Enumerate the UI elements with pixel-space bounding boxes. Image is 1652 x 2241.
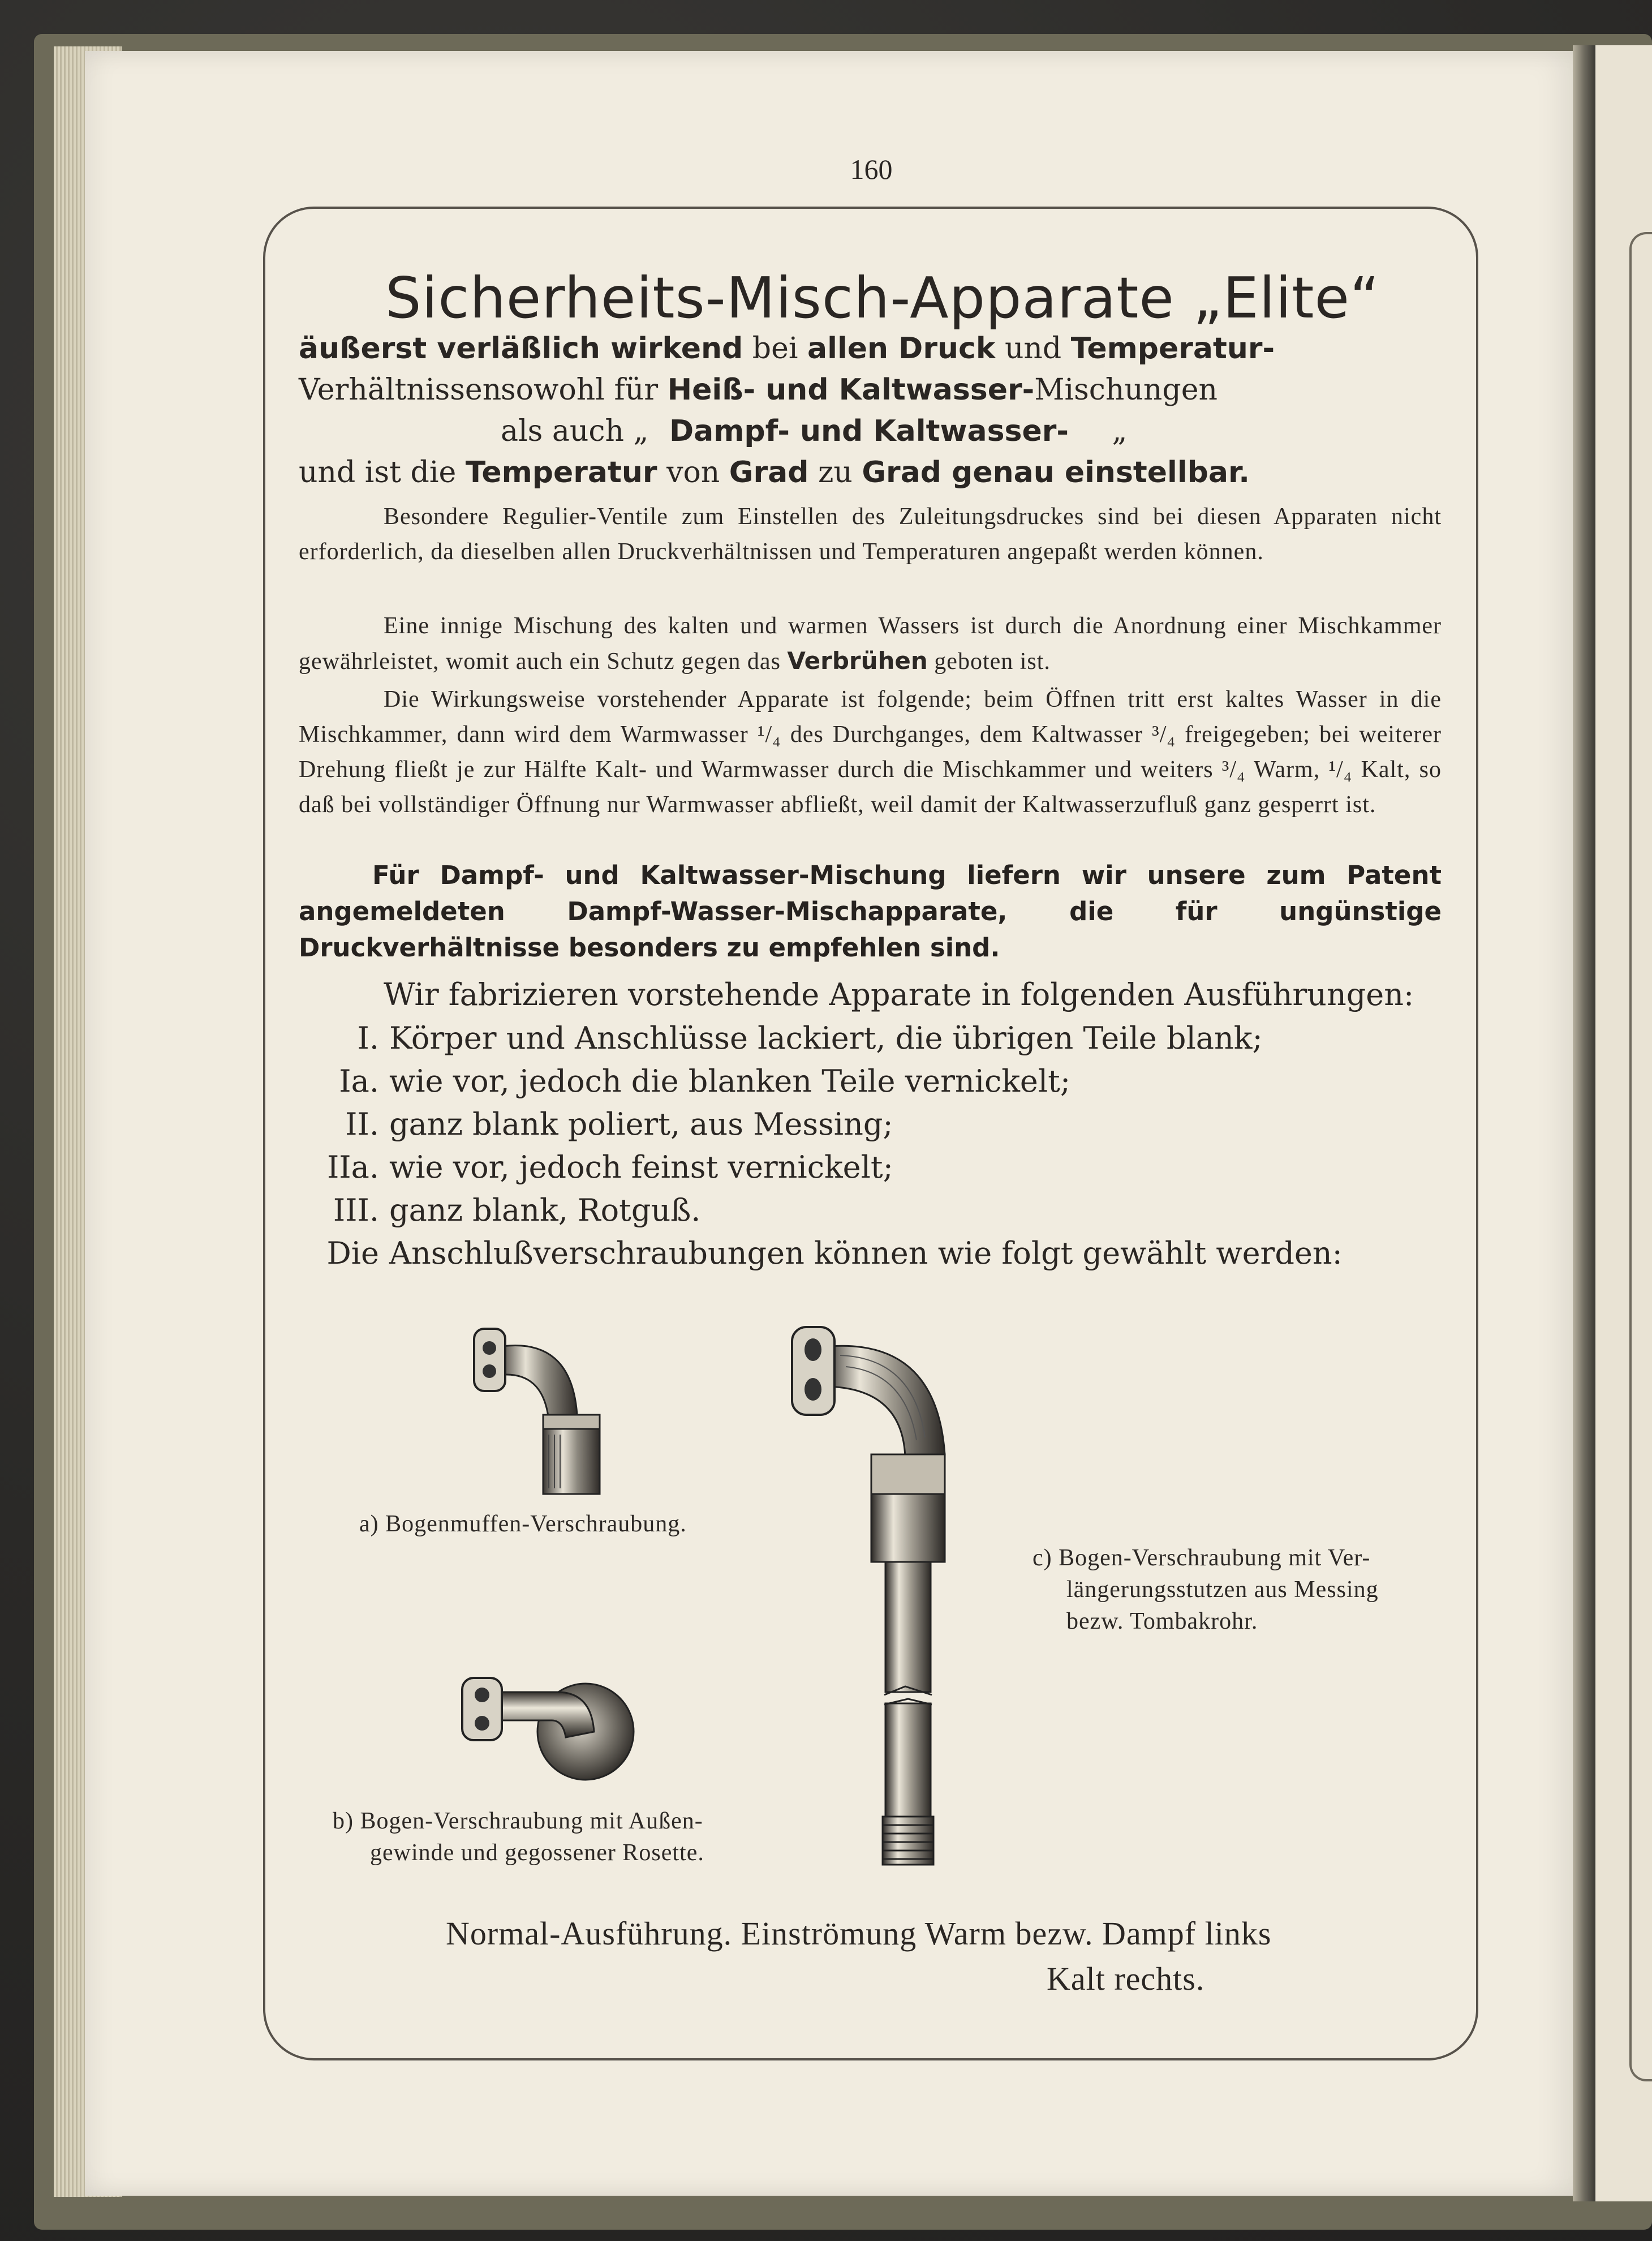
lead-text: zu: [818, 456, 853, 490]
variant-item: [317, 1146, 1448, 1189]
caption-a: [359, 1508, 767, 1540]
paragraph-wirkungsweise: [299, 682, 1442, 822]
paragraph-dampf: [299, 857, 1442, 966]
variant-item: [317, 1103, 1448, 1146]
lead-bold-1: äußerst verläßlich wirkend: [299, 332, 743, 366]
illustration-a-bogenmuffe: [464, 1313, 634, 1500]
paragraph-mischung: [299, 608, 1442, 679]
variant-text: wie vor, jedoch die blanken Teile vernickelt;: [389, 1063, 1071, 1099]
paragraph-text: Die Wirkungsweise vorstehender Apparate ist folgende; beim Öffnen tritt erst kaltes Wasser in die Mischkammer, dann wird dem Warmwasser ¹/₄ des Durchganges, dem Kaltwasser ³/₄ freigegeben; bei weiterer Drehung fließt je zur Hälfte Kalt- und Warmwasser durch die Mischkammer und weiters ³/₄ Warm, ¹/₄ Kalt, so daß bei vollständiger Öffnung nur Warmwasser abfließt, weil damit der Kaltwasserzufluß ganz gesperrt ist.: [299, 686, 1442, 818]
caption-c-line-3: bezw. Tombakrohr.: [1066, 1608, 1258, 1634]
variant-number: III.: [333, 1192, 379, 1228]
bottom-note-line-2: [1047, 1955, 1443, 2003]
variant-text: ganz blank poliert, aus Messing;: [389, 1106, 893, 1142]
lead-text: Verhältnissen: [299, 373, 502, 407]
variant-text: ganz blank, Rotguß.: [389, 1192, 701, 1228]
variant-number: IIa.: [326, 1149, 379, 1185]
lead-text: von: [666, 456, 720, 490]
caption-c-line-1: c) Bogen-Verschraubung mit Ver-: [1032, 1545, 1371, 1571]
verbruehen-emphasis: Verbrühen: [787, 647, 928, 675]
paragraph-text: Besondere Regulier-Ventile zum Einstellen des Zuleitungsdruckes sind bei diesen Apparaten nicht erforderlich, da dieselben allen Druckverhältnissen und Temperaturen angepaßt werden können.: [299, 504, 1442, 565]
lead-text: sowohl für: [501, 373, 659, 407]
lead-line-4: [299, 452, 1453, 493]
variants-list: [317, 1017, 1448, 1275]
variants-intro: [384, 973, 1459, 1016]
variant-number: Die: [326, 1235, 379, 1271]
caption-b: [333, 1805, 797, 1869]
variants-intro-text: Wir fabrizieren vorstehende Apparate in folgenden Ausführungen:: [384, 977, 1414, 1012]
paragraph-text: geboten ist.: [934, 649, 1051, 675]
caption-c: [1032, 1542, 1462, 1637]
variant-text: Körper und Anschlüsse lackiert, die übrigen Teile blank;: [389, 1020, 1263, 1056]
illustration-c-verlaengerung: [784, 1324, 953, 1873]
lead-bold-5: Dampf- und Kaltwasser-: [669, 414, 1069, 448]
paragraph-text: Eine innige Mischung des kalten und warmen Wassers ist durch die Anordnung einer Mischkammer gewährleistet, womit auch ein Schutz gegen das: [299, 613, 1442, 675]
page-number: 160: [850, 153, 893, 185]
lead-text: bei: [752, 332, 798, 366]
variant-number: Ia.: [339, 1063, 379, 1099]
variant-text: wie vor, jedoch feinst vernickelt;: [389, 1149, 893, 1185]
bottom-note-text: Kalt rechts.: [1047, 1960, 1205, 1997]
facing-page: [1595, 45, 1652, 2201]
lead-bold-2: allen Druck: [807, 332, 996, 366]
lead-text: „: [1112, 414, 1128, 448]
lead-bold-8: Grad genau einstellbar.: [862, 456, 1250, 490]
lead-text: als auch „: [501, 414, 649, 448]
paragraph-text: Für Dampf- und Kaltwasser-Mischung liefern wir unsere zum Patent angemeldeten Dampf-Wasser-Mischapparate, die für ungünstige Druckverhältnisse besonders zu empfehlen sind.: [299, 860, 1442, 963]
variant-item: [317, 1189, 1448, 1232]
variant-text: Anschlußverschraubungen können wie folgt gewählt werden:: [389, 1235, 1343, 1271]
illustration-b-rosette: [455, 1669, 642, 1783]
lead-bold-7: Grad: [729, 456, 809, 490]
lead-line-2: [501, 370, 1462, 411]
paragraph-regulier: [299, 499, 1442, 569]
variants-outro: [317, 1232, 1448, 1275]
lead-bold-6: Temperatur: [465, 456, 657, 490]
variant-number: I.: [357, 1020, 379, 1056]
lead-text: und: [1004, 332, 1062, 366]
lead-text: Mischungen: [1034, 373, 1218, 407]
lead-line-3: [501, 411, 1462, 452]
caption-c-line-2: längerungsstutzen aus Messing: [1066, 1577, 1379, 1603]
lead-bold-3: Temperatur-: [1070, 332, 1275, 366]
variant-item: [317, 1017, 1448, 1060]
variant-item: [317, 1060, 1448, 1103]
variant-number: II.: [345, 1106, 379, 1142]
caption-b-line-1: b) Bogen-Verschraubung mit Außen-: [333, 1808, 703, 1834]
book-gutter: [1573, 45, 1595, 2201]
lead-bold-4: Heiß- und Kaltwasser-: [667, 373, 1035, 407]
bottom-note-text: Normal-Ausführung. Einströmung Warm bezw. Dampf links: [446, 1915, 1272, 1952]
lead-text: und ist die: [299, 456, 457, 490]
caption-b-line-2: gewinde und gegossener Rosette.: [370, 1840, 704, 1866]
page-title: Sicherheits-Misch-Apparate „Elite“: [385, 265, 1380, 331]
bottom-note-line-1: [446, 1910, 1464, 1957]
caption-a-text: a) Bogenmuffen-Verschraubung.: [359, 1511, 687, 1537]
